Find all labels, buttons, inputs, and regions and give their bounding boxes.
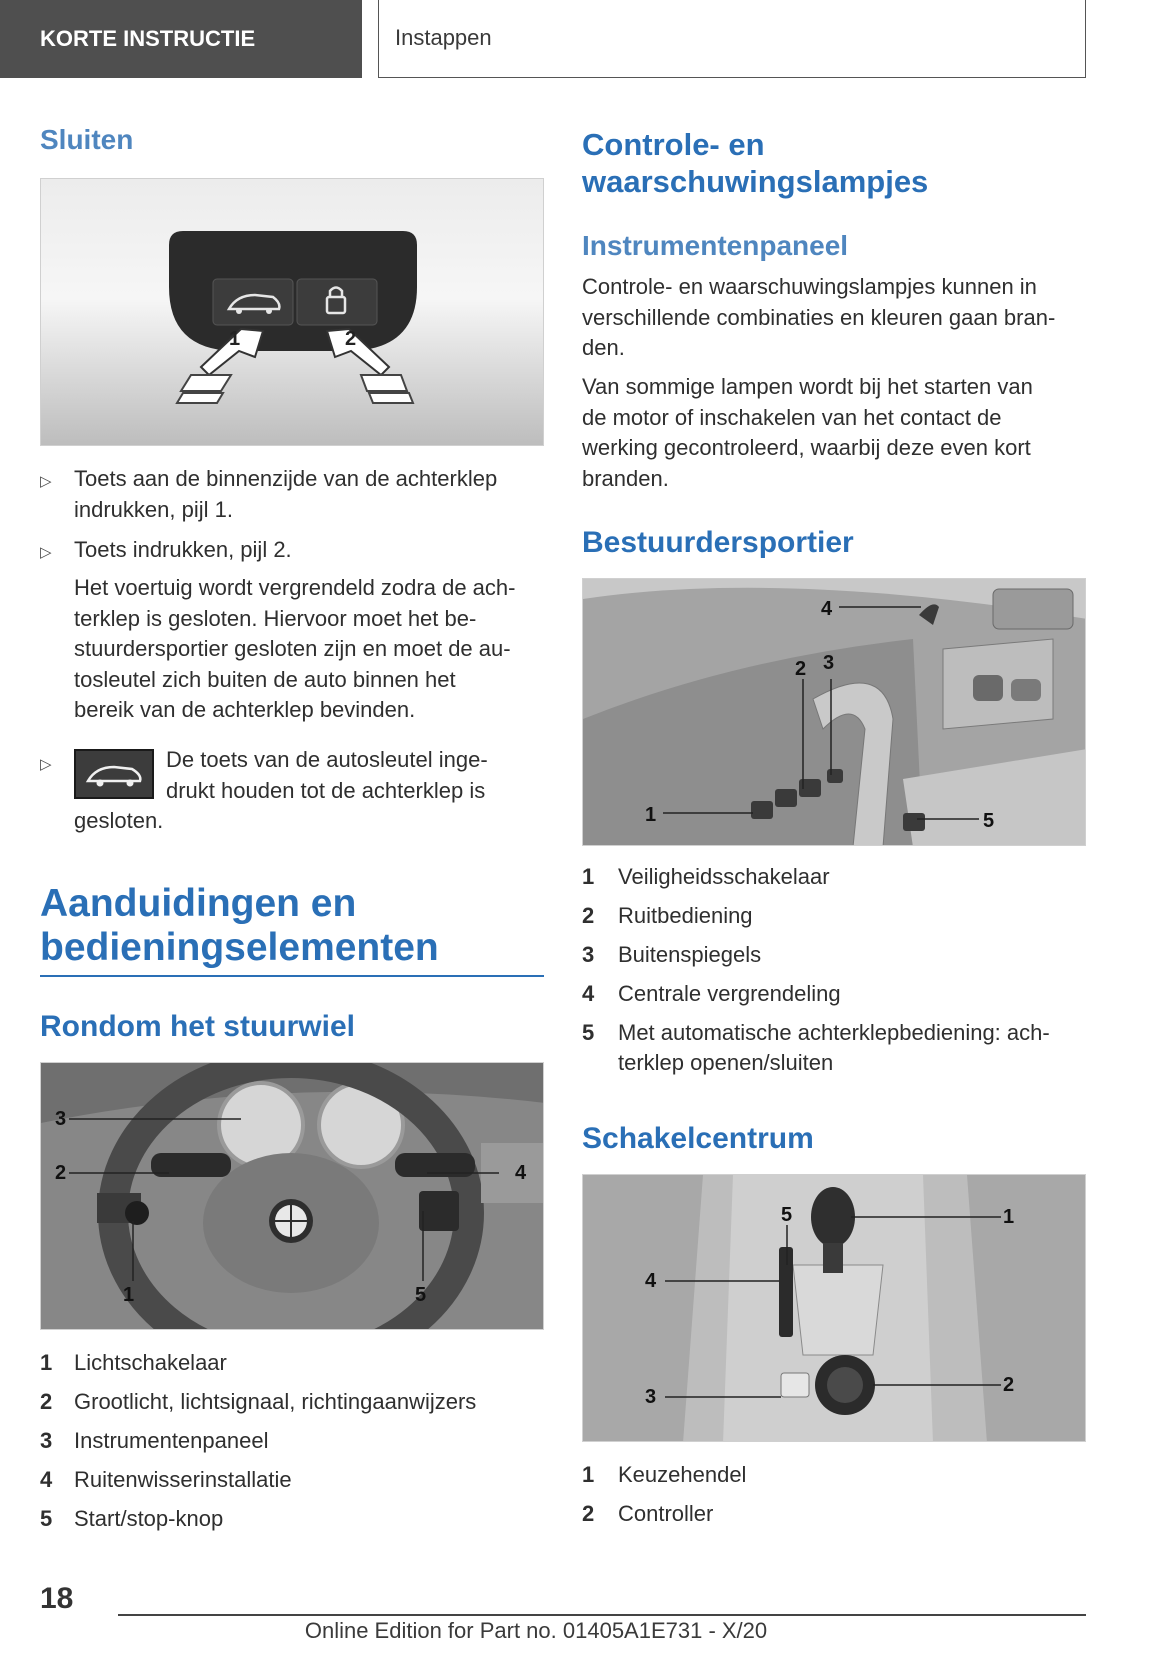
edition-note: Online Edition for Part no. 01405A1E731 - X/20 (304, 1618, 768, 1643)
steering-wheel-illustration (41, 1063, 544, 1330)
controle-paragraph-2 (582, 372, 1086, 494)
section-tab-label: KORTE INSTRUCTIE (40, 26, 256, 51)
controle-paragraph-1 (582, 272, 1086, 364)
figure-label-5: 5 (415, 1284, 427, 1306)
chapter-title: Instappen (395, 24, 492, 50)
list-item: Met automatische achterklepbediening: ach- (618, 1020, 1050, 1045)
bullet-text-3 (166, 745, 546, 806)
list-item: Instrumentenpaneel (74, 1428, 269, 1453)
list-item: Lichtschakelaar (74, 1350, 227, 1375)
page-number: 18 (40, 1582, 74, 1615)
center-console-photo (582, 1174, 1086, 1442)
list-item: Ruitenwisserinstallatie (74, 1467, 292, 1492)
para-line: Van sommige lampen wordt bij het starten van (582, 374, 1033, 399)
list-number: 1 (40, 1350, 53, 1375)
heading-rondom-stuurwiel: Rondom het stuurwiel (40, 1010, 355, 1043)
heading-line-1: Controle- en (582, 127, 765, 162)
bullet-icon: ▷ (40, 756, 52, 773)
bullet-3-line-2: drukt houden tot de achterklep is (166, 777, 486, 803)
list-number: 4 (40, 1467, 53, 1492)
chapter-header (378, 0, 1086, 78)
list-item: Ruitbediening (618, 903, 753, 928)
list-number: 2 (582, 903, 595, 928)
list-item: Controller (618, 1501, 714, 1526)
list-item-continuation: terklep openen/sluiten (618, 1050, 834, 1075)
list-number: 4 (582, 981, 595, 1006)
heading-line-2: waarschuwingslampjes (582, 164, 929, 199)
list-number: 2 (40, 1389, 53, 1414)
para-line: Controle- en waarschuwingslampjes kunnen in (582, 274, 1037, 299)
figure-label-2: 2 (55, 1162, 67, 1184)
para-line: werking gecontroleerd, waarbij deze even kort (582, 435, 1031, 460)
figure-label-1: 1 (645, 804, 657, 826)
figure-label-1: 1 (1003, 1206, 1015, 1228)
lock-button (297, 279, 377, 325)
figure-label-3: 3 (55, 1108, 67, 1130)
list-item: Start/stop-knop (74, 1506, 224, 1531)
list-number: 2 (582, 1501, 595, 1526)
figure-label-2: 2 (1003, 1374, 1015, 1396)
heading-instrumentenpaneel: Instrumentenpaneel (582, 230, 849, 261)
lock-explanation-paragraph (74, 573, 544, 726)
figure-label-4: 4 (515, 1162, 527, 1184)
bullet-icon: ▷ (40, 544, 52, 561)
figure-label-1: 1 (123, 1284, 135, 1306)
bullet-1-line-1: Toets aan de binnenzijde van de achterklep (74, 466, 498, 491)
list-item: Buitenspiegels (618, 942, 762, 967)
list-number: 5 (40, 1506, 53, 1531)
figure-label-4: 4 (645, 1270, 657, 1292)
para-line: stuurdersportier gesloten zijn en moet de au- (74, 636, 511, 661)
figure-label-3: 3 (645, 1386, 657, 1408)
tailgate-buttons-photo (40, 178, 544, 446)
list-item: Centrale vergrendeling (618, 981, 841, 1006)
driver-door-photo (582, 578, 1086, 846)
figure-label-2: 2 (795, 658, 807, 680)
section-tab (0, 0, 362, 78)
tailgate-close-button (213, 279, 293, 325)
figure-label-4: 4 (821, 598, 833, 620)
para-line: den. (582, 335, 625, 360)
heading-line-2: bedieningselementen (40, 926, 439, 969)
para-line: verschillende combinaties en kleuren gaan bran- (582, 304, 1056, 330)
para-line: terklep is gesloten. Hiervoor moet het be- (74, 605, 477, 631)
list-number: 3 (582, 942, 595, 967)
para-line: Het voertuig wordt vergrendeld zodra de ach- (74, 575, 516, 600)
list-number: 3 (40, 1428, 53, 1453)
steering-wheel-photo (40, 1062, 544, 1330)
heading-sluiten: Sluiten (40, 124, 134, 155)
bullet-1-line-2: indrukken, pijl 1. (74, 496, 233, 522)
list-item: Keuzehendel (618, 1462, 747, 1487)
heading-controle (582, 126, 928, 200)
para-line: bereik van de achterklep bevinden. (74, 697, 416, 722)
list-item: Veiligheidsschakelaar (618, 864, 830, 889)
figure-label-1: 1 (229, 328, 241, 350)
list-number: 1 (582, 864, 595, 889)
figure-label-5: 5 (983, 810, 995, 832)
list-item: Grootlicht, lichtsignaal, richtingaanwijzers (74, 1389, 477, 1414)
bullet-3-line-3: gesloten. (74, 808, 164, 833)
para-line: branden. (582, 465, 669, 491)
footer-divider (118, 1614, 1086, 1616)
list-number: 1 (582, 1462, 595, 1487)
section-divider (40, 975, 544, 977)
bullet-3-line-1: De toets van de autosleutel inge- (166, 747, 488, 772)
bullet-text-2: Toets indrukken, pijl 2. (74, 537, 292, 562)
para-line: tosleutel zich buiten de auto binnen het (74, 666, 456, 692)
center-console-illustration (583, 1175, 1086, 1442)
heading-line-1: Aanduidingen en (40, 882, 357, 925)
tailgate-buttons-illustration (41, 179, 544, 446)
figure-label-5: 5 (781, 1204, 793, 1226)
figure-label-3: 3 (823, 652, 835, 674)
figure-label-2: 2 (345, 328, 357, 350)
driver-door-illustration (583, 579, 1086, 846)
tailgate-key-icon (74, 749, 154, 799)
para-line: de motor of inschakelen van het contact de (582, 404, 1002, 430)
list-number: 5 (582, 1020, 595, 1045)
heading-schakelcentrum: Schakelcentrum (582, 1122, 814, 1155)
heading-bestuurdersportier: Bestuurdersportier (582, 526, 854, 559)
heading-aanduidingen (40, 882, 439, 970)
bullet-icon: ▷ (40, 473, 52, 490)
bullet-text-1 (74, 464, 544, 525)
